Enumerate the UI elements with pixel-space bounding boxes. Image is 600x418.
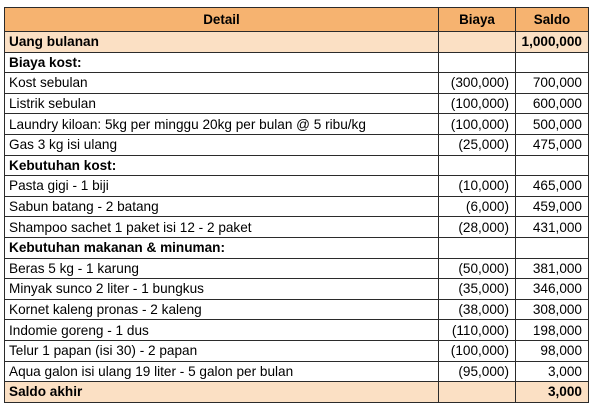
saldo-cell [516,237,589,258]
biaya-cell: (100,000) [439,340,516,361]
biaya-cell: (300,000) [439,73,516,94]
header-detail: Detail [5,8,439,32]
table-row [5,196,589,217]
saldo-cell: 475,000 [516,134,589,155]
header-biaya: Biaya [439,8,516,32]
budget-table-container [4,7,589,403]
table-row [5,32,589,53]
detail-cell: Indomie goreng - 1 dus [5,320,439,341]
detail-cell: Minyak sunco 2 liter - 1 bungkus [5,279,439,300]
header-saldo: Saldo [516,8,589,32]
detail-cell: Kebutuhan kost: [5,155,439,176]
biaya-cell: (10,000) [439,176,516,197]
detail-cell: Aqua galon isi ulang 19 liter - 5 galon per bulan [5,361,439,382]
table-row [5,382,589,403]
saldo-cell [516,52,589,73]
saldo-cell: 431,000 [516,217,589,238]
table-row [5,320,589,341]
table-row [5,217,589,238]
detail-cell: Kornet kaleng pronas - 2 kaleng [5,299,439,320]
saldo-cell: 198,000 [516,320,589,341]
saldo-cell: 465,000 [516,176,589,197]
biaya-cell: (28,000) [439,217,516,238]
saldo-cell: 600,000 [516,93,589,114]
biaya-cell: (50,000) [439,258,516,279]
detail-cell: Gas 3 kg isi ulang [5,134,439,155]
detail-cell: Kost sebulan [5,73,439,94]
biaya-cell: (6,000) [439,196,516,217]
table-row [5,73,589,94]
biaya-cell [439,382,516,403]
saldo-cell: 3,000 [516,382,589,403]
saldo-cell: 3,000 [516,361,589,382]
table-row [5,279,589,300]
biaya-cell: (35,000) [439,279,516,300]
table-row [5,134,589,155]
table-row [5,52,589,73]
biaya-cell: (100,000) [439,114,516,135]
saldo-cell [516,155,589,176]
saldo-cell: 459,000 [516,196,589,217]
table-row [5,93,589,114]
detail-cell: Shampoo sachet 1 paket isi 12 - 2 paket [5,217,439,238]
biaya-cell: (100,000) [439,93,516,114]
detail-cell: Listrik sebulan [5,93,439,114]
saldo-cell: 98,000 [516,340,589,361]
table-row [5,361,589,382]
detail-cell: Laundry kiloan: 5kg per minggu 20kg per bulan @ 5 ribu/kg [5,114,439,135]
table-row [5,114,589,135]
biaya-cell [439,155,516,176]
biaya-cell [439,237,516,258]
saldo-cell: 308,000 [516,299,589,320]
detail-cell: Biaya kost: [5,52,439,73]
biaya-cell: (38,000) [439,299,516,320]
table-header-row [5,8,589,32]
detail-cell: Beras 5 kg - 1 karung [5,258,439,279]
table-row [5,258,589,279]
detail-cell: Saldo akhir [5,382,439,403]
table-row [5,299,589,320]
saldo-cell: 1,000,000 [516,32,589,53]
detail-cell: Telur 1 papan (isi 30) - 2 papan [5,340,439,361]
detail-cell: Uang bulanan [5,32,439,53]
saldo-cell: 500,000 [516,114,589,135]
biaya-cell [439,52,516,73]
table-row [5,176,589,197]
saldo-cell: 700,000 [516,73,589,94]
table-row [5,340,589,361]
saldo-cell: 346,000 [516,279,589,300]
biaya-cell [439,32,516,53]
detail-cell: Sabun batang - 2 batang [5,196,439,217]
biaya-cell: (25,000) [439,134,516,155]
table-body [5,32,589,403]
biaya-cell: (110,000) [439,320,516,341]
detail-cell: Kebutuhan makanan & minuman: [5,237,439,258]
table-row [5,237,589,258]
saldo-cell: 381,000 [516,258,589,279]
detail-cell: Pasta gigi - 1 biji [5,176,439,197]
table-row [5,155,589,176]
budget-table [4,7,589,403]
biaya-cell: (95,000) [439,361,516,382]
